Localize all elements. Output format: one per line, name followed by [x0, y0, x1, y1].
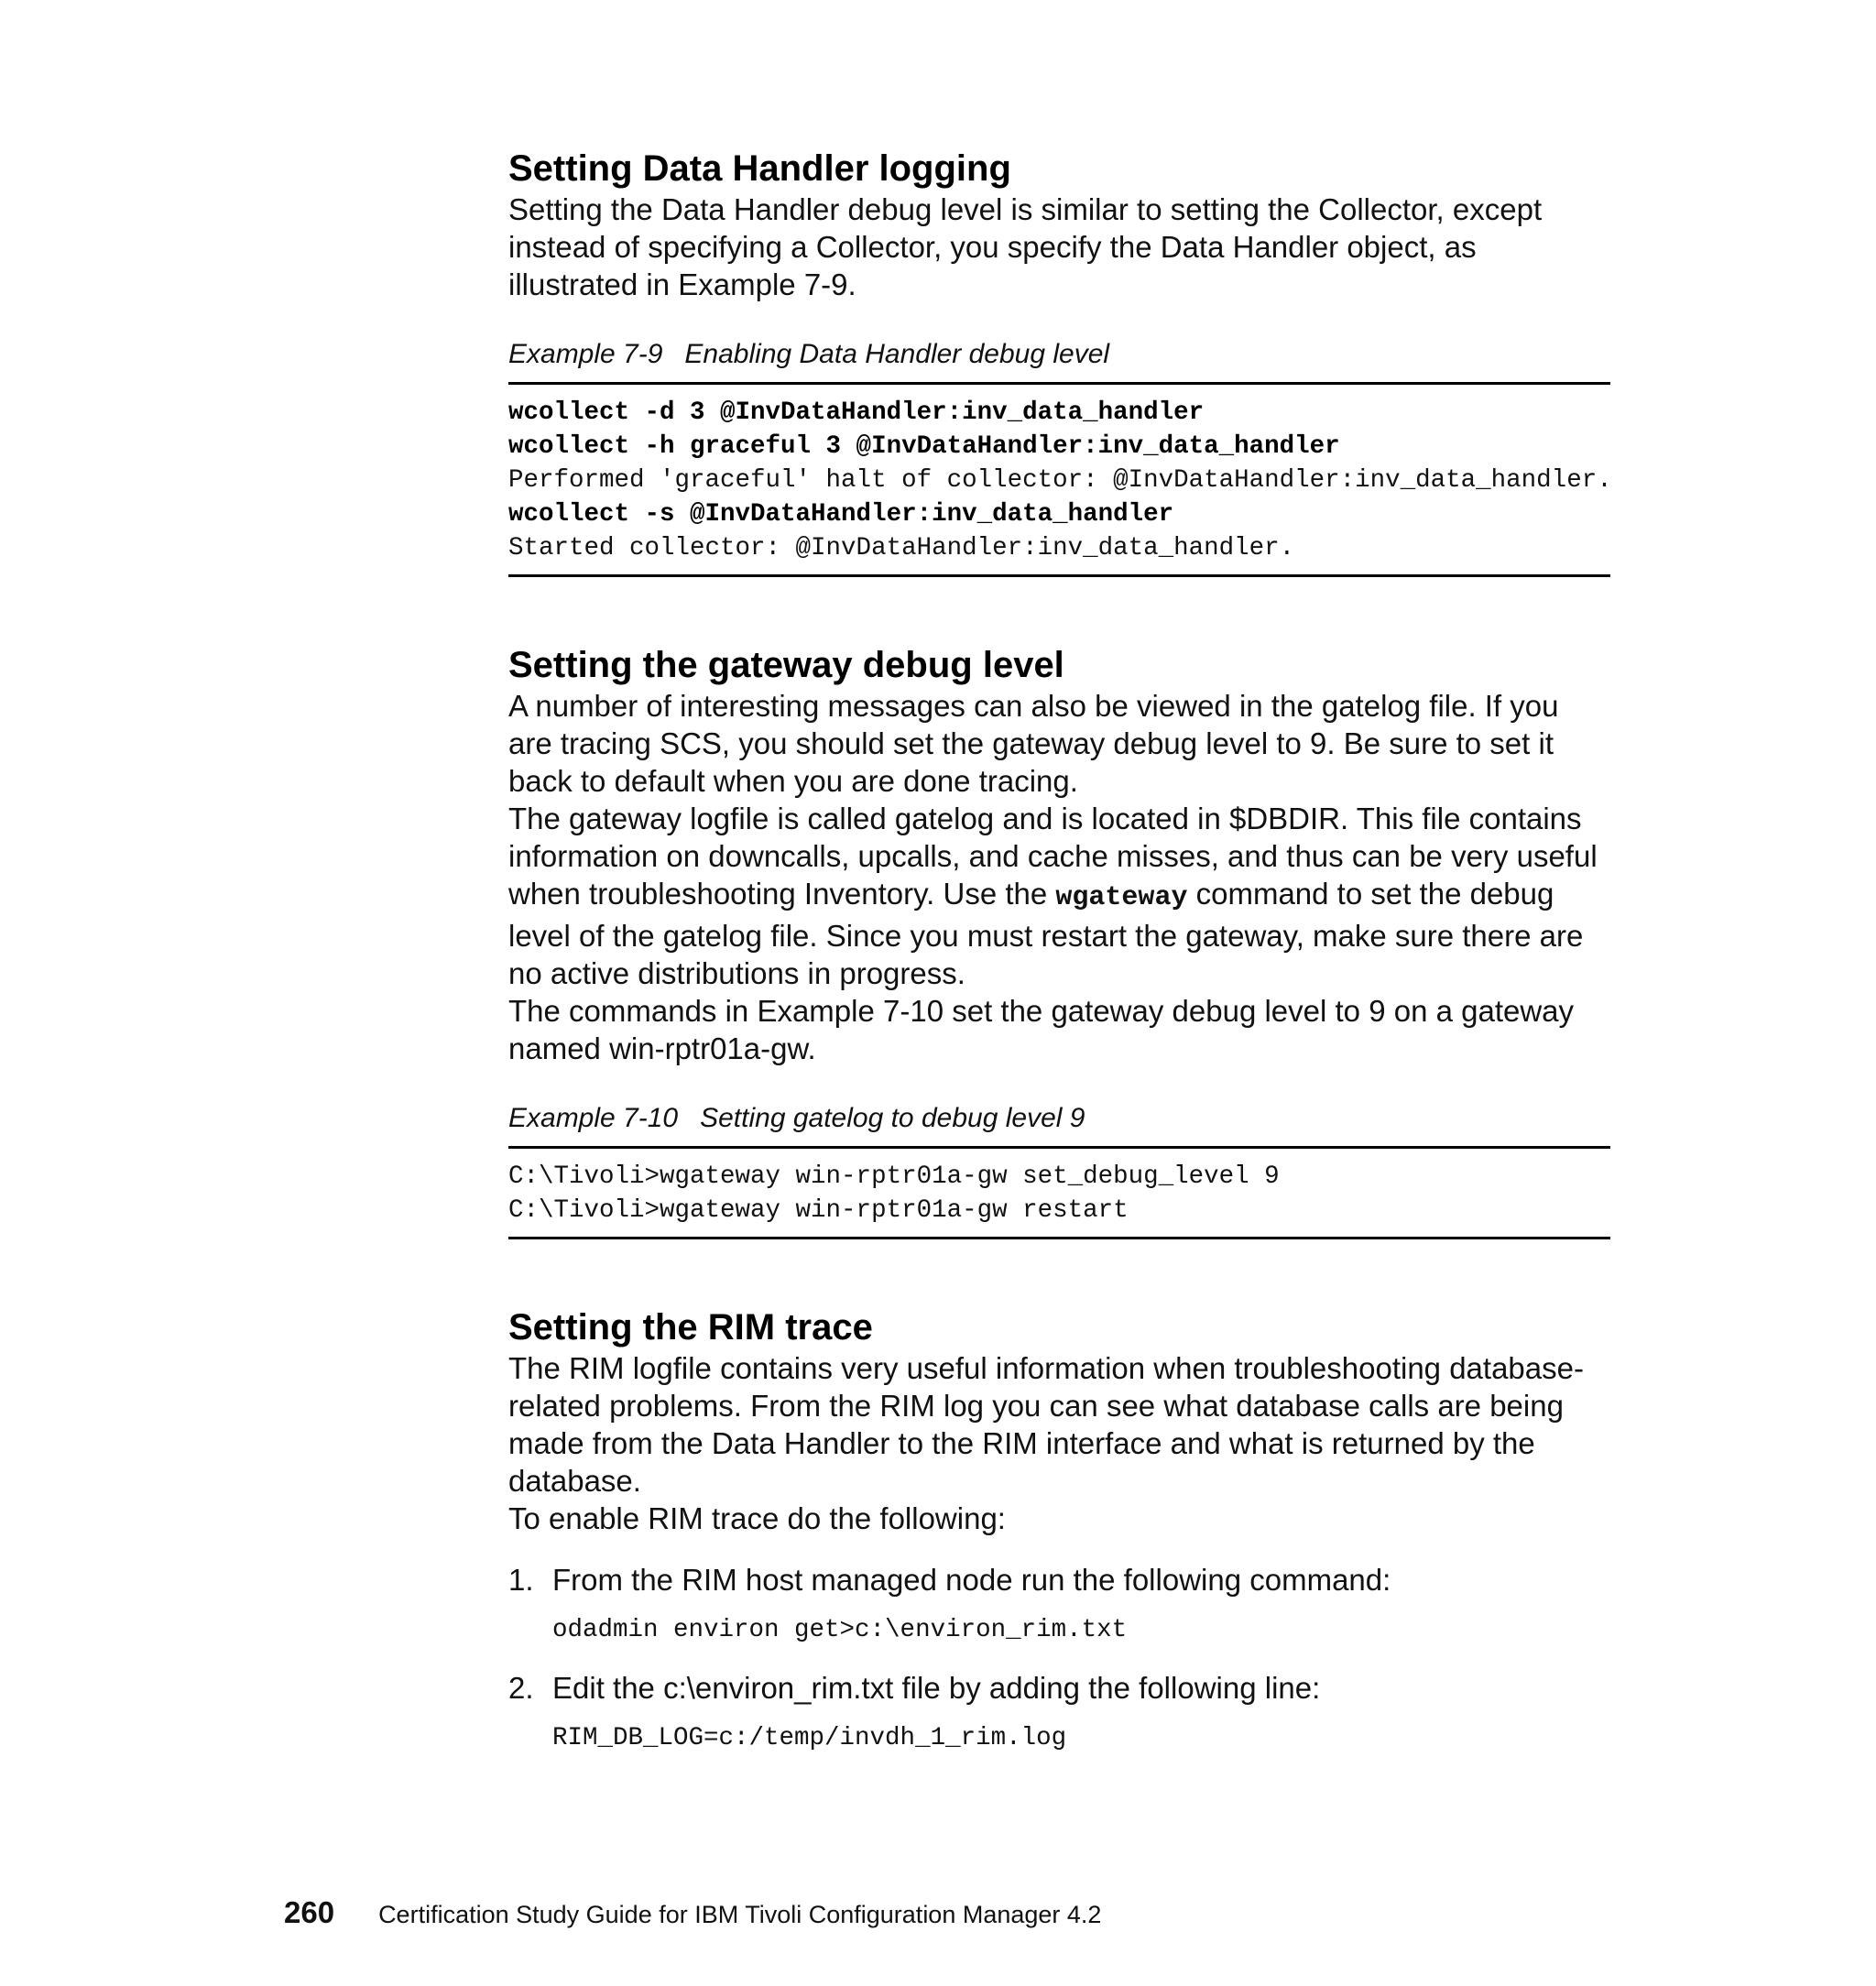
example-caption — [508, 1102, 1610, 1135]
steps-list — [508, 1561, 1610, 1755]
section-paragraph — [508, 800, 1610, 992]
section-gateway-debug — [508, 643, 1610, 1239]
step-text: From the RIM host managed node run the following command: — [552, 1563, 1391, 1597]
section-heading-data-handler-logging: Setting Data Handler logging — [508, 148, 1011, 189]
section-paragraph: To enable RIM trace do the following: — [508, 1501, 1006, 1535]
inline-command: wgateway — [1055, 882, 1188, 913]
code-line: C:\Tivoli>wgateway win-rptr01a-gw set_debug_level 9 — [508, 1162, 1280, 1191]
list-item — [508, 1561, 1610, 1647]
book-title: Certification Study Guide for IBM Tivoli Configuration Manager 4.2 — [378, 1901, 1102, 1928]
page-content — [508, 147, 1610, 1777]
example-title: Setting gatelog to debug level 9 — [700, 1103, 1085, 1133]
paragraph-text: The gateway logfile is called gatelog and is located in $DBDIR. This file contains information on downcalls, upcalls, and cache misses, and thus can be very useful when troubleshooting Inventory. Use the — [508, 802, 1598, 911]
page-number: 260 — [284, 1895, 335, 1929]
code-line: wcollect -d 3 @InvDataHandler:inv_data_handler — [508, 398, 1205, 427]
code-line: Started collector: @InvDataHandler:inv_data_handler. — [508, 534, 1295, 562]
list-item — [508, 1669, 1610, 1755]
section-rim-trace — [508, 1305, 1610, 1755]
code-line: wcollect -s @InvDataHandler:inv_data_handler — [508, 500, 1174, 529]
section-heading-gateway-debug-level: Setting the gateway debug level — [508, 645, 1064, 685]
section-paragraph: A number of interesting messages can also be viewed in the gatelog file. If you are tracing SCS, you should set the gateway debug level to 9. Be sure to set it back to default when you are done tracing. — [508, 689, 1559, 798]
code-line: C:\Tivoli>wgateway win-rptr01a-gw restart — [508, 1196, 1129, 1225]
example-title: Enabling Data Handler debug level — [684, 339, 1110, 369]
step-number: 1. — [508, 1563, 534, 1597]
example-label: Example 7-10 — [508, 1103, 679, 1133]
code-example-7-10 — [508, 1146, 1610, 1239]
section-paragraph: The RIM logfile contains very useful information when troubleshooting database-related problems. From the RIM log you can see what database calls are being made from the Data Handler to the RIM interface and what is returned by the database. — [508, 1351, 1584, 1498]
step-command: odadmin environ get>c:\environ_rim.txt — [552, 1616, 1128, 1644]
step-number: 2. — [508, 1671, 534, 1705]
code-line: wcollect -h graceful 3 @InvDataHandler:inv_data_handler — [508, 432, 1340, 461]
example-caption — [508, 338, 1610, 371]
page-footer — [284, 1895, 1101, 1930]
step-command: RIM_DB_LOG=c:/temp/invdh_1_rim.log — [552, 1724, 1067, 1752]
code-line: Performed 'graceful' halt of collector: @InvDataHandler:inv_data_handler. — [508, 466, 1612, 495]
section-paragraph: The commands in Example 7-10 set the gateway debug level to 9 on a gateway named win-rptr01a-gw. — [508, 994, 1575, 1065]
example-label: Example 7-9 — [508, 339, 663, 369]
section-heading-rim-trace: Setting the RIM trace — [508, 1307, 873, 1348]
code-example-7-9 — [508, 382, 1610, 577]
paragraph-text: command to set the debug level of the gatelog file. Since you must restart the gateway, make sure there are no active distributions in progress. — [508, 877, 1584, 990]
step-text: Edit the c:\environ_rim.txt file by adding the following line: — [552, 1671, 1321, 1705]
section-paragraph: Setting the Data Handler debug level is similar to setting the Collector, except instead of specifying a Collector, you specify the Data Handler object, as illustrated in Example 7-9. — [508, 192, 1543, 301]
